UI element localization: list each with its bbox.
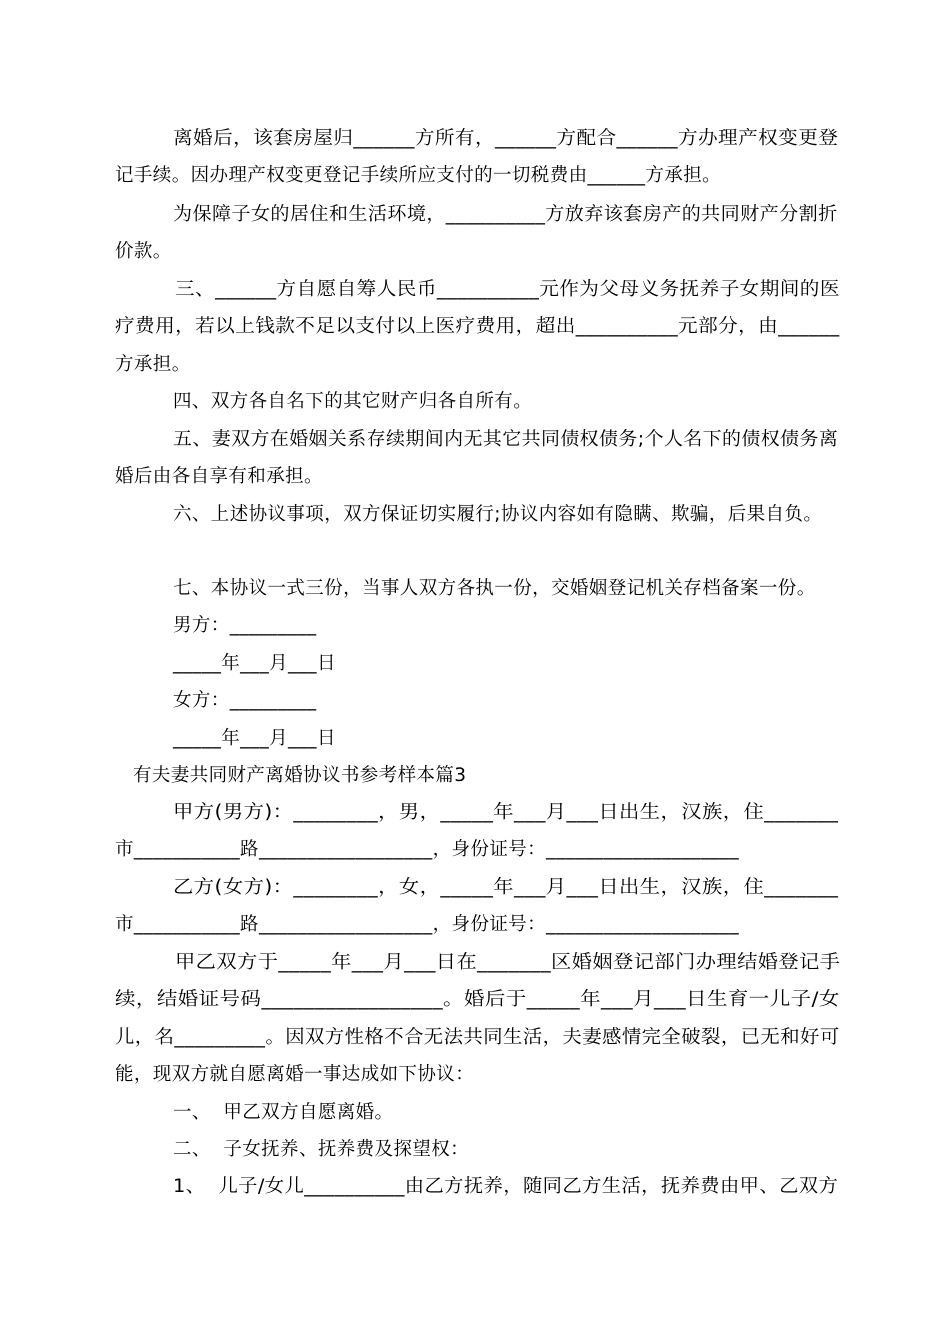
party-b-line: 乙方(女方)：________，女，_____年___月___日出生，汉族，住_______ [173,877,839,898]
paragraph-line: 三、______方自愿自筹人民币__________元作为父母义务抚养子女期间的医 [175,279,840,300]
paragraph-line: 婚后由各自享有和承担。 [115,466,323,487]
paragraph-line: 甲乙双方于_____年___月___日在_______区婚姻登记部门办理结婚登记手 [175,952,841,973]
paragraph-line: 方承担。 [115,354,191,375]
paragraph-line: 疗费用，若以上钱款不足以支付以上医疗费用，超出__________元部分，由______ [115,316,840,337]
paragraph-line: 四、双方各自名下的其它财产归各自所有。 [173,391,533,412]
clause-line: 1、 儿子/女儿__________由乙方抚养，随同乙方生活，抚养费由甲、乙双方 [173,1176,839,1197]
signature-male-line: 男方：_________ [173,615,317,636]
paragraph-line: 能，现双方就自愿离婚一事达成如下协议： [115,1064,475,1085]
party-a-address-line: 市___________路__________________，身份证号：____________________ [115,839,740,860]
clause-line: 二、 子女抚养、抚养费及探望权： [173,1139,470,1160]
paragraph-line: 记手续。因办理产权变更登记手续所应支付的一切税费由______方承担。 [115,165,722,186]
paragraph-line: 五、妻双方在婚姻关系存续期间内无其它共同债权债务;个人名下的债权债务离 [173,429,839,450]
paragraph-line: 续，结婚证号码_________________。婚后于_____年___月___日生育一儿子/女 [115,989,840,1010]
date-line: _____年___月___日 [173,653,336,674]
paragraph-line: 儿，名_________。因双方性格不合无法共同生活，夫妻感情完全破裂，已无和好可 [115,1027,840,1048]
date-line: _____年___月___日 [173,728,336,749]
paragraph-line: 离婚后，该套房屋归______方所有，______方配合______方办理产权变更登 [173,128,839,149]
signature-female-line: 女方：_________ [173,690,317,711]
section-title: 有夫妻共同财产离婚协议书参考样本篇3 [133,765,467,786]
paragraph-line: 七、本协议一式三份，当事人双方各执一份，交婚姻登记机关存档备案一份。 [173,578,816,599]
paragraph-line: 价款。 [115,241,172,262]
paragraph-line: 六、上述协议事项，双方保证切实履行;协议内容如有隐瞒、欺骗，后果自负。 [173,504,823,525]
clause-line: 一、 甲乙双方自愿离婚。 [173,1102,394,1123]
party-b-address-line: 市___________路__________________，身份证号：____________________ [115,914,740,935]
paragraph-line: 为保障子女的居住和生活环境，__________方放弃该套房产的共同财产分割折 [173,204,838,225]
party-a-line: 甲方(男方)：________，男，_____年___月___日出生，汉族，住_______ [173,802,839,823]
